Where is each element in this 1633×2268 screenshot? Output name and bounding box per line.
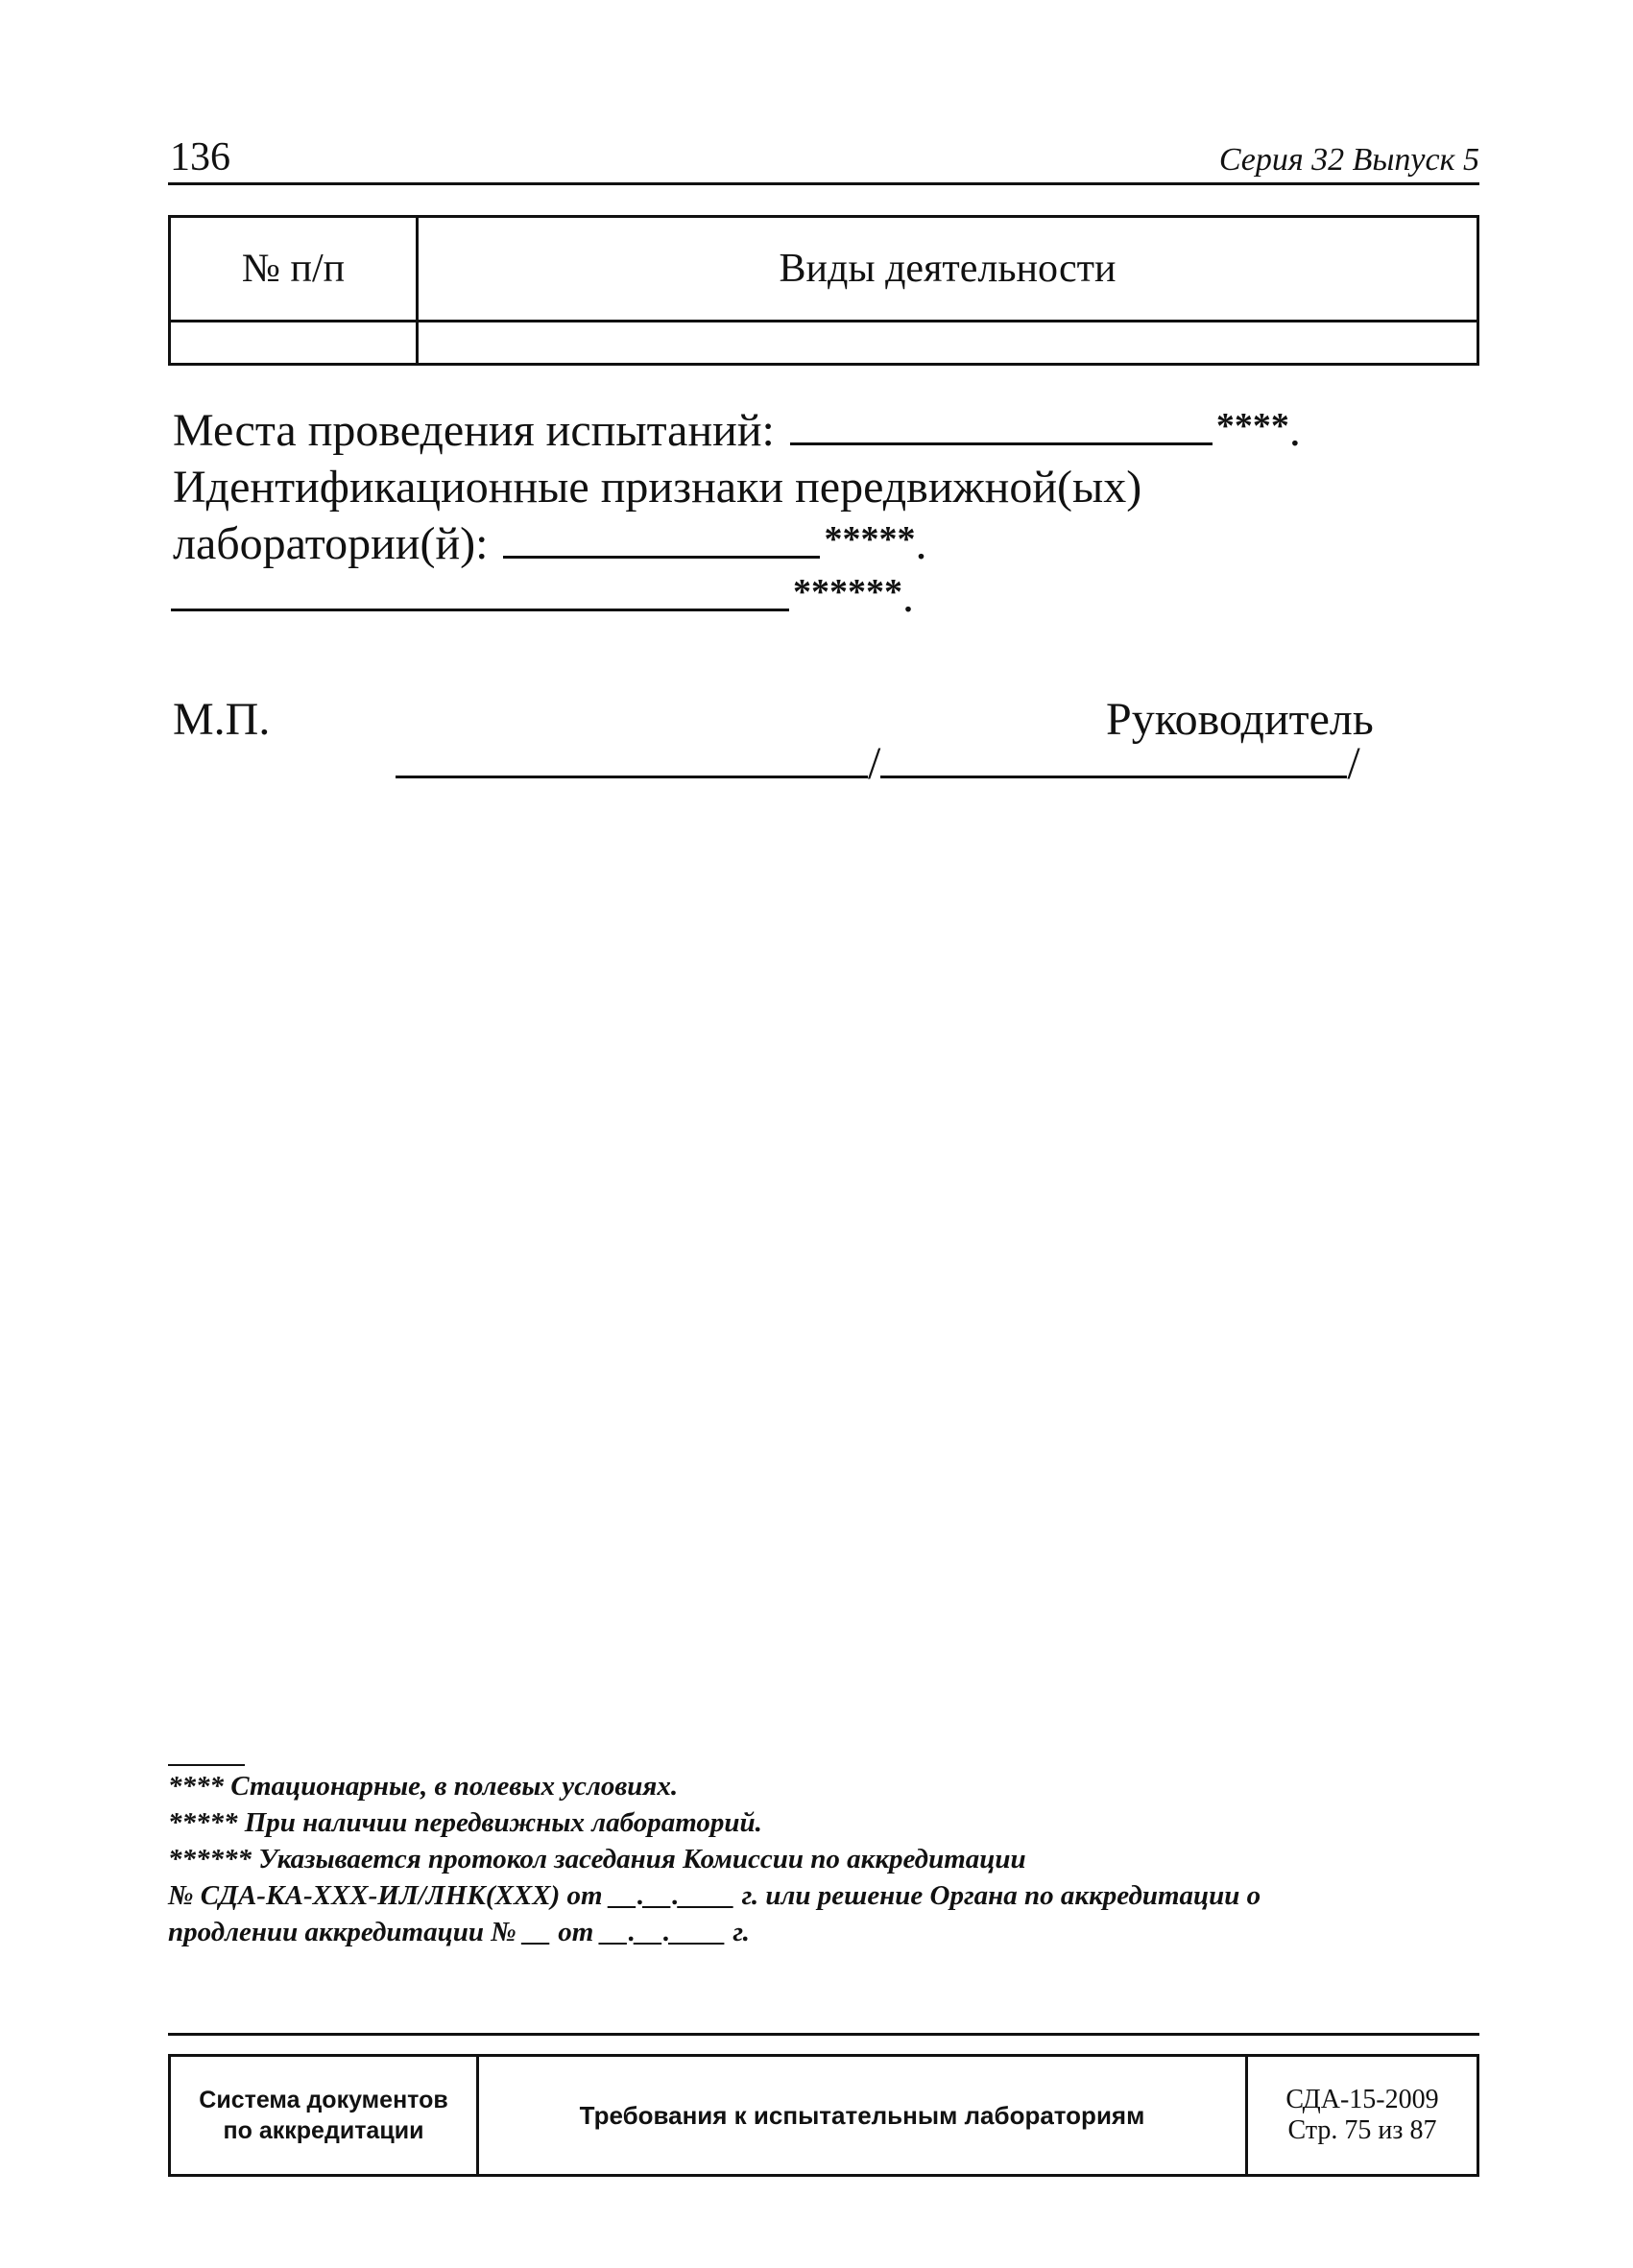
table-cell-empty: [418, 322, 1478, 365]
period: .: [915, 518, 927, 569]
page-number: 136: [170, 135, 230, 179]
accreditation-line: [171, 571, 914, 622]
footnote-marker-6: ******: [793, 572, 902, 612]
footnote-5: ***** При наличии передвижных лабораторий.: [168, 1807, 762, 1838]
footnote-6-line2: № СДА-КА-ХХХ-ИЛ/ЛНК(ХХХ) от __.__.____ г. или решение Органа по аккредитации о: [168, 1880, 1261, 1911]
page-header: [168, 134, 1479, 185]
column-header-activity: Виды деятельности: [418, 217, 1478, 322]
period: .: [1288, 405, 1301, 456]
footnote-divider: [168, 1764, 245, 1766]
activities-table: [168, 215, 1479, 366]
footer-table: [168, 2054, 1479, 2177]
footnote-6: ****** Указывается протокол заседания Комиссии по аккредитации: [168, 1844, 1026, 1874]
table-row: [170, 322, 1478, 365]
test-locations-line: [173, 405, 1301, 456]
doc-code: СДА-15-2009: [1285, 2085, 1439, 2114]
mobile-lab-label: лаборатории(й):: [173, 518, 489, 569]
mobile-lab-line2: [173, 518, 927, 569]
page-counter: Стр. 75 из 87: [1287, 2115, 1437, 2145]
test-locations-label: Места проведения испытаний:: [173, 405, 775, 456]
period: .: [902, 571, 914, 622]
footnote-marker-5: *****: [824, 519, 916, 560]
signature-blank[interactable]: [396, 775, 868, 778]
stamp-place-label: М.П.: [173, 694, 271, 745]
footer-divider: [168, 2033, 1479, 2036]
footer-system-cell: Система документов по аккредитации: [170, 2056, 478, 2176]
slash: /: [1347, 738, 1360, 789]
slash: /: [868, 738, 881, 789]
footnote-marker-4: ****: [1215, 406, 1289, 446]
head-label: Руководитель: [1106, 694, 1374, 745]
column-header-number: № п/п: [170, 217, 418, 322]
mobile-lab-blank[interactable]: [503, 555, 820, 559]
table-cell-empty: [170, 322, 418, 365]
accreditation-blank[interactable]: [171, 608, 789, 611]
footnote-6-line3: продлении аккредитации № __ от __.__.____ г.: [168, 1917, 750, 1947]
footer-title-cell: Требования к испытательным лабораториям: [478, 2056, 1247, 2176]
signature-line: [396, 737, 1360, 790]
footer-doc-cell: [1247, 2056, 1478, 2176]
mobile-lab-line1: Идентификационные признаки передвижной(ых): [173, 462, 1142, 513]
footnote-4: **** Стационарные, в полевых условиях.: [168, 1771, 679, 1802]
table-header-row: [170, 217, 1478, 322]
test-locations-blank[interactable]: [790, 442, 1213, 445]
name-blank[interactable]: [880, 775, 1347, 778]
footnotes: [168, 1768, 1493, 1950]
series-label: Серия 32 Выпуск 5: [1218, 142, 1479, 178]
